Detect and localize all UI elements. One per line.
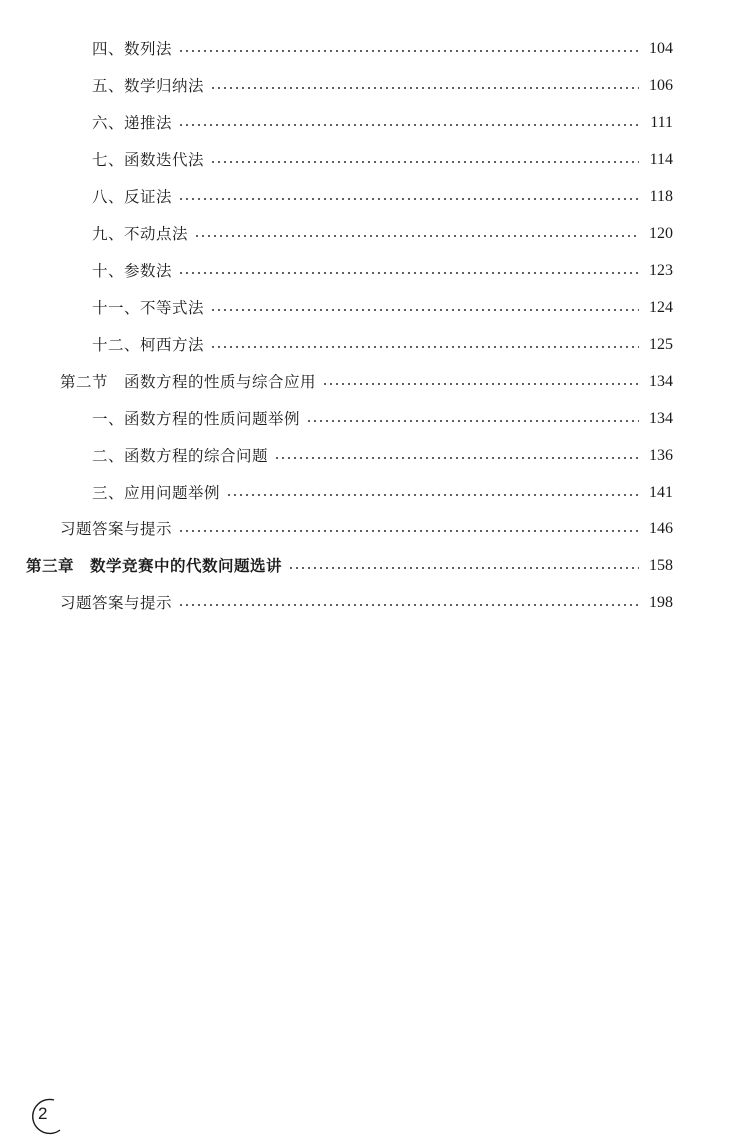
dot-leader [178, 37, 639, 57]
dot-leader [178, 185, 639, 205]
dot-leader [226, 481, 639, 501]
toc-entry-page: 111 [650, 114, 673, 131]
toc-entry-page: 134 [649, 373, 673, 390]
toc-section-entry[interactable] [60, 368, 673, 392]
toc-entry-label: 四、数列法 [92, 40, 173, 58]
dot-leader [306, 407, 639, 427]
chapter-number: 第三章 [26, 557, 75, 575]
dot-leader [178, 591, 639, 611]
toc-entry-label: 习题答案与提示 [60, 594, 173, 612]
toc-entry-page: 106 [649, 77, 673, 94]
toc-entry-label: 一、函数方程的性质问题举例 [92, 410, 301, 428]
toc-entry-page: 136 [649, 447, 673, 464]
toc-entry-label: 习题答案与提示 [60, 520, 173, 538]
toc-entry[interactable] [92, 442, 673, 466]
toc-entry-page: 141 [649, 484, 673, 501]
dot-leader [288, 554, 639, 574]
toc-entry[interactable] [92, 220, 673, 244]
dot-leader [210, 148, 639, 168]
toc-entry-label: 六、递推法 [92, 114, 173, 132]
toc-entry[interactable] [92, 183, 673, 207]
toc-entry-page: 104 [649, 40, 673, 57]
dot-leader [178, 259, 639, 279]
toc-entry-label: 九、不动点法 [92, 225, 189, 243]
toc-entry-label: 七、函数迭代法 [92, 151, 205, 169]
toc-entry-label: 二、函数方程的综合问题 [92, 447, 269, 465]
toc-section-label [60, 372, 322, 392]
toc-entry[interactable] [92, 109, 673, 133]
toc-entry-label: 十一、不等式法 [92, 299, 205, 317]
toc-entry-label: 五、数学归纳法 [92, 77, 205, 95]
page-number: 2 [38, 1104, 48, 1123]
toc-entry-page: 123 [649, 262, 673, 279]
section-number: 第二节 [60, 373, 109, 391]
chapter-title: 数学竞赛中的代数问题选讲 [90, 557, 283, 575]
toc-section-entry[interactable] [60, 589, 673, 613]
dot-leader [274, 444, 639, 464]
toc-entry-page: 158 [649, 557, 673, 574]
toc-entry-page: 114 [649, 151, 673, 168]
toc-entry-label: 十、参数法 [92, 262, 173, 280]
toc-entry-page: 125 [649, 336, 673, 353]
toc-entry[interactable] [92, 257, 673, 281]
toc-entry-label: 十二、柯西方法 [92, 336, 205, 354]
toc-entry[interactable] [92, 479, 673, 503]
dot-leader [210, 74, 639, 94]
dot-leader [178, 111, 639, 131]
dot-leader [194, 222, 639, 242]
toc-entry-page: 146 [649, 520, 673, 537]
toc-entry-page: 118 [649, 188, 673, 205]
toc-entry-page: 124 [649, 299, 673, 316]
toc-entry-label: 八、反证法 [92, 188, 173, 206]
page-number-badge [24, 1096, 66, 1138]
dot-leader [210, 333, 639, 353]
toc-section-entry[interactable] [60, 515, 673, 539]
toc-chapter-label [26, 556, 288, 576]
toc-entry[interactable] [92, 294, 673, 318]
section-title: 函数方程的性质与综合应用 [124, 373, 317, 391]
toc-entry[interactable] [92, 405, 673, 429]
dot-leader [322, 370, 639, 390]
dot-leader [178, 517, 639, 537]
toc-entry[interactable] [92, 35, 673, 59]
dot-leader [210, 296, 639, 316]
toc-entry-label: 三、应用问题举例 [92, 484, 221, 502]
toc-entry-page: 134 [649, 410, 673, 427]
toc-entry[interactable] [92, 146, 673, 170]
toc-chapter-entry[interactable] [26, 552, 673, 576]
toc-entry[interactable] [92, 331, 673, 355]
toc-entry[interactable] [92, 72, 673, 96]
toc-entry-page: 120 [649, 225, 673, 242]
toc-entry-page: 198 [649, 594, 673, 611]
